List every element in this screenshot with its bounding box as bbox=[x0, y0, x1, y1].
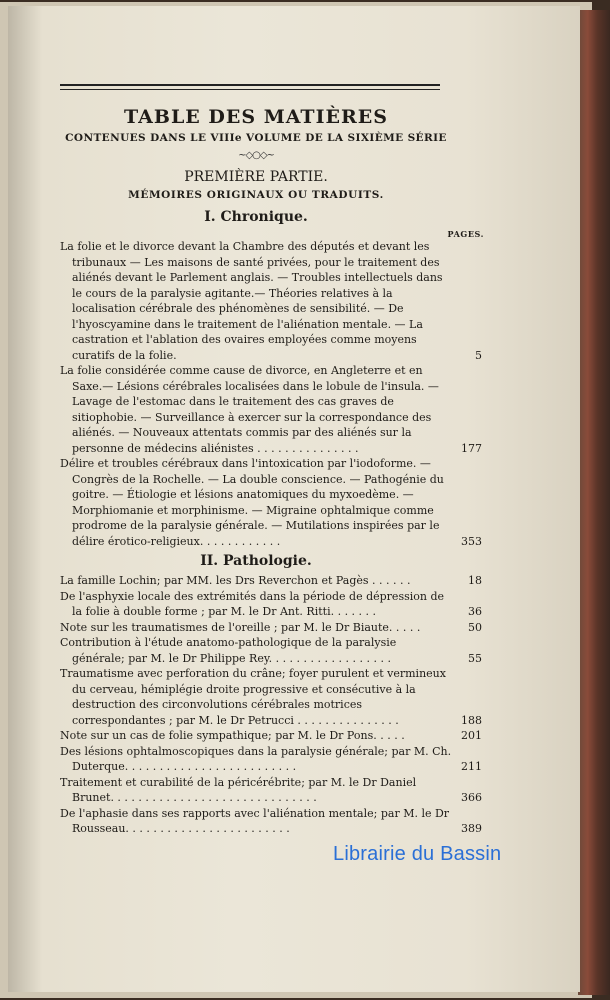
entry-text: Note sur un cas de folie sympathique; par M. le Dr Pons. . . . . bbox=[60, 729, 405, 742]
toc-entry bbox=[60, 363, 482, 456]
toc-entry bbox=[60, 573, 482, 589]
toc-entry bbox=[60, 744, 482, 775]
entry-page-number: 353 bbox=[461, 534, 482, 548]
toc-entry bbox=[60, 666, 482, 728]
entry-text: La famille Lochin; par MM. les Drs Reverchon et Pagès . . . . . . bbox=[60, 574, 411, 587]
toc-entry bbox=[60, 728, 482, 744]
entry-text: La folie considérée comme cause de divorce, en Angleterre et en Saxe.— Lésions cérébrales localisées dans le lobule de l'insula. — Lavage de l'estomac dans le traitement des cas graves de sitiophobie. — Surveillance à exercer sur la correspondance des aliénés. — Nouveaux attentats commis par des aliénés sur la personne de médecins aliénistes . . . . . . . . . . . . . . . bbox=[60, 364, 439, 455]
entry-page-number: 5 bbox=[475, 348, 482, 362]
entry-page-number: 211 bbox=[461, 760, 482, 773]
section-entries-pathologie bbox=[60, 573, 482, 837]
section-entries-chronique bbox=[60, 239, 482, 549]
entry-page-number: 50 bbox=[468, 620, 482, 634]
top-rule bbox=[60, 84, 440, 90]
entry-text: La folie et le divorce devant la Chambre des députés et devant les tribunaux — Les maisons de santé privées, pour le traitement des aliénés devant le Parlement anglais. — Troubles intellectuels dans le cours de la paralysie agitante.— Théories relatives à la localisation cérébrale des phénomènes de sensibilité. — De l'hyoscyamine dans le traitement de l'aliénation mentale. — La castration et l'ablation des ovaires employées comme moyens curatifs de la folie. bbox=[60, 240, 443, 362]
entry-text: Contribution à l'étude anatomo-pathologique de la paralysie générale; par M. le Dr Philippe Rey. . . . . . . . . . . . . . . . . . bbox=[60, 636, 397, 665]
toc-entry bbox=[60, 239, 482, 363]
entry-page-number: 366 bbox=[461, 791, 482, 804]
part-title: PREMIÈRE PARTIE. bbox=[184, 169, 328, 185]
entry-text: Note sur les traumatismes de l'oreille ; par M. le Dr Biaute. . . . . bbox=[60, 620, 421, 634]
watermark-text: Librairie du Bassin bbox=[333, 843, 502, 865]
toc-entry bbox=[60, 806, 482, 837]
entry-page-number: 389 bbox=[461, 822, 482, 835]
entry-text: Traumatisme avec perforation du crâne; foyer purulent et vermineux du cerveau, hémiplégie droite progressive et consécutive à la destruction des circonvolutions cérébrales motrices correspondantes ; par M. le Dr Petrucci . . . . . . . . . . . . . . . bbox=[60, 667, 446, 727]
toc-entry bbox=[60, 589, 482, 620]
table-of-contents bbox=[60, 84, 484, 837]
entry-page-number: 18 bbox=[468, 574, 482, 587]
toc-title: TABLE DES MATIÈRES bbox=[124, 106, 388, 128]
pages-column-label: PAGES. bbox=[447, 229, 484, 239]
fleuron-ornament: ~◇○◇~ bbox=[238, 150, 274, 161]
section-title-pathologie: II. Pathologie. bbox=[200, 553, 312, 569]
part-subtitle: MÉMOIRES ORIGINAUX OU TRADUITS. bbox=[128, 189, 384, 201]
entry-text: Des lésions ophtalmoscopiques dans la paralysie générale; par M. Ch. Duterque. . . . . . . . . . . . . . . . . . . . . . . . . bbox=[60, 744, 452, 773]
book-spine-edge bbox=[578, 10, 610, 995]
toc-entry bbox=[60, 775, 482, 806]
toc-entry bbox=[60, 620, 482, 636]
toc-subtitle: CONTENUES DANS LE VIIIe VOLUME DE LA SIXIÈME SÉRIE bbox=[65, 132, 447, 144]
entry-page-number: 55 bbox=[468, 651, 482, 665]
entry-page-number: 177 bbox=[461, 441, 482, 455]
section-title-chronique: I. Chronique. bbox=[204, 209, 308, 225]
entry-text: Traitement et curabilité de la péricérébrite; par M. le Dr Daniel Brunet. . . . . . . . . . . . . . . . . . . . . . . . . . . . . . bbox=[60, 775, 417, 804]
toc-entry bbox=[60, 456, 482, 549]
entry-page-number: 201 bbox=[461, 729, 482, 742]
entry-page-number: 188 bbox=[461, 713, 482, 727]
entry-text: De l'asphyxie locale des extrémités dans la période de dépression de la folie à double forme ; par M. le Dr Ant. Ritti. . . . . . . bbox=[60, 589, 445, 618]
toc-entry bbox=[60, 635, 482, 666]
entry-text: De l'aphasie dans ses rapports avec l'aliénation mentale; par M. le Dr Rousseau. . . . . . . . . . . . . . . . . . . . . . . . bbox=[60, 806, 450, 835]
entry-page-number: 36 bbox=[468, 605, 482, 618]
entry-text: Délire et troubles cérébraux dans l'intoxication par l'iodoforme. — Congrès de la Rochelle. — La double conscience. — Pathogénie du goitre. — Étiologie et lésions anatomiques du myxoedème. — Morphiomanie et morphinisme. — Migraine ophtalmique comme prodrome de la paralysie générale. — Mutilations inspirées par le délire érotico-religieux. . . . . . . . . . . . bbox=[60, 457, 444, 548]
